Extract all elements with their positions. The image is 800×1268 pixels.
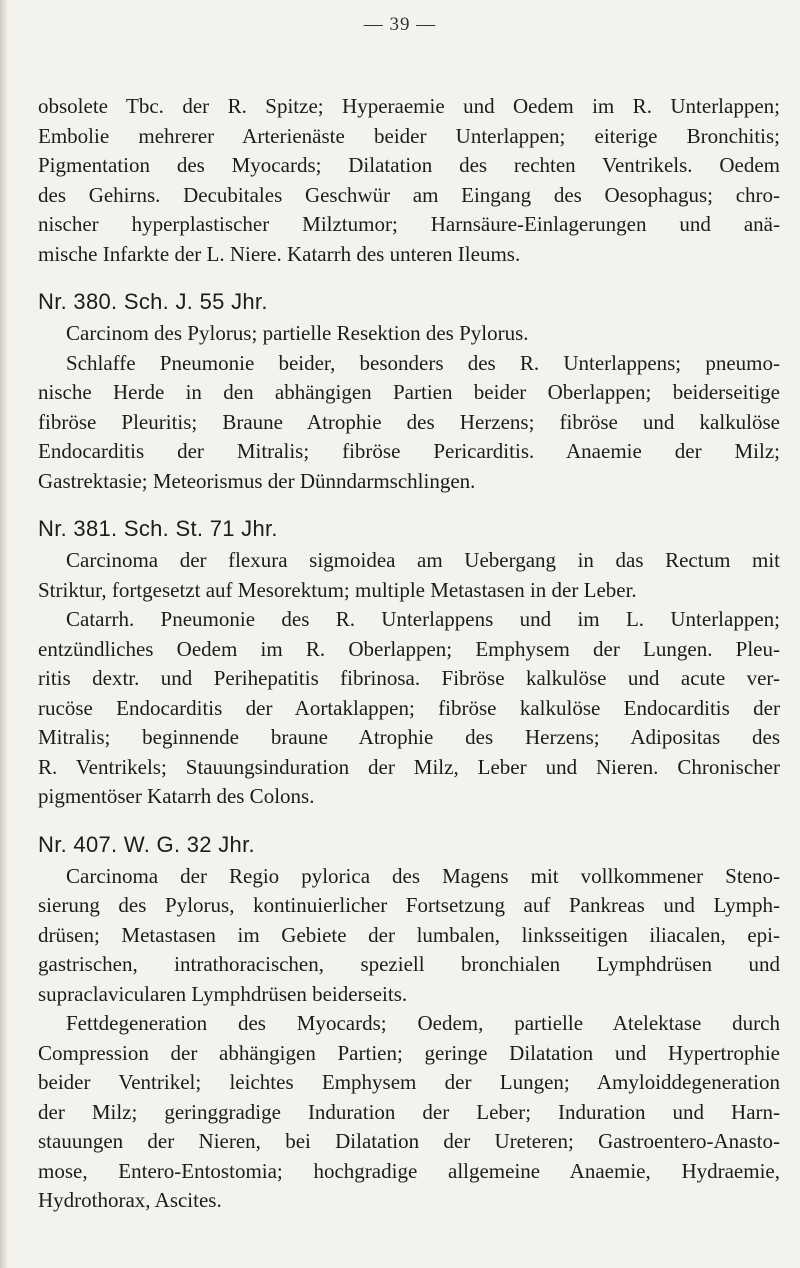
text-line: pigmentöser Katarrh des Colons. bbox=[38, 784, 315, 808]
text-line: Carcinoma der flexura sigmoidea am Uebergang in das Rectum mit bbox=[66, 548, 780, 572]
text-line: rucöse Endocarditis der Aortaklappen; fibröse kalkulöse Endocarditis der bbox=[38, 695, 780, 720]
text-line: sierung des Pylorus, kontinuierlicher Fortsetzung auf Pankreas und Lymph- bbox=[38, 893, 780, 917]
text-line: R. Ventrikels; Stauungsinduration der Milz, Leber und Nieren. Chronischer bbox=[38, 754, 780, 779]
text-line: Schlaffe Pneumonie beider, besonders des R. Unterlappens; pneumo- bbox=[66, 350, 780, 375]
page-binding-shadow bbox=[0, 0, 8, 1268]
paragraph bbox=[38, 92, 780, 269]
text-line: Fettdegeneration des Myocards; Oedem, partielle Atelektase durch bbox=[66, 1011, 780, 1035]
text-line: fibröse Pleuritis; Braune Atrophie des Herzens; fibröse und kalkulöse bbox=[38, 409, 780, 434]
text-line: nischer hyperplastischer Milztumor; Harnsäure-Einlagerungen und anä- bbox=[38, 212, 780, 236]
text-line: mische Infarkte der L. Niere. Katarrh des unteren Ileums. bbox=[38, 241, 521, 266]
text-line: nische Herde in den abhängigen Partien beider Oberlappen; beiderseitige bbox=[38, 380, 780, 404]
entry-heading: Nr. 381. Sch. St. 71 Jhr. bbox=[38, 516, 278, 541]
text-line: stauungen der Nieren, bei Dilatation der Ureteren; Gastroentero-Anasto- bbox=[38, 1129, 780, 1153]
text-line: entzündliches Oedem im R. Oberlappen; Emphysem der Lungen. Pleu- bbox=[38, 636, 780, 661]
text-line: Carcinom des Pylorus; partielle Resektion des Pylorus. bbox=[66, 321, 529, 345]
text-line: Striktur, fortgesetzt auf Mesorektum; multiple Metastasen in der Leber. bbox=[38, 577, 637, 602]
text-line: beider Ventrikel; leichtes Emphysem der Lungen; Amyloiddegeneration bbox=[38, 1070, 780, 1094]
paragraph bbox=[38, 546, 780, 605]
text-line: der Milz; geringgradige Induration der Leber; Induration und Harn- bbox=[38, 1099, 780, 1124]
text-line: Hydrothorax, Ascites. bbox=[38, 1188, 222, 1212]
text-line: Gastrektasie; Meteorismus der Dünndarmschlingen. bbox=[38, 468, 476, 493]
text-line: drüsen; Metastasen im Gebiete der lumbalen, linksseitigen iliacalen, epi- bbox=[38, 922, 780, 947]
paragraph bbox=[38, 605, 780, 812]
text-line: Catarrh. Pneumonie des R. Unterlappens und im L. Unterlappen; bbox=[66, 607, 780, 631]
text-line: mose, Entero-Entostomia; hochgradige allgemeine Anaemie, Hydraemie, bbox=[38, 1158, 780, 1183]
text-line: gastrischen, intrathoracischen, speziell bronchialen Lymphdrüsen und bbox=[38, 952, 780, 976]
paragraph bbox=[38, 1009, 780, 1216]
paragraph bbox=[38, 319, 780, 349]
text-line: ritis dextr. und Perihepatitis fibrinosa. Fibröse kalkulöse und acute ver- bbox=[38, 666, 780, 690]
page-content bbox=[38, 92, 780, 1216]
entry-heading: Nr. 407. W. G. 32 Jhr. bbox=[38, 831, 255, 857]
paragraph bbox=[38, 349, 780, 497]
text-line: Pigmentation des Myocards; Dilatation des rechten Ventrikels. Oedem bbox=[38, 153, 780, 177]
entry-heading: Nr. 380. Sch. J. 55 Jhr. bbox=[38, 289, 268, 314]
text-line: Embolie mehrerer Arterienäste beider Unterlappen; eiterige Bronchitis; bbox=[38, 123, 780, 148]
text-line: Carcinoma der Regio pylorica des Magens mit vollkommener Steno- bbox=[66, 863, 780, 888]
text-line: Compression der abhängigen Partien; geringe Dilatation und Hypertrophie bbox=[38, 1040, 780, 1065]
page-number: — 39 — bbox=[363, 14, 437, 35]
text-line: supraclavicularen Lymphdrüsen beiderseits. bbox=[38, 981, 408, 1006]
paragraph bbox=[38, 862, 780, 1010]
text-line: Mitralis; beginnende braune Atrophie des Herzens; Adipositas des bbox=[38, 725, 780, 749]
text-line: des Gehirns. Decubitales Geschwür am Eingang des Oesophagus; chro- bbox=[38, 182, 780, 207]
text-line: Endocarditis der Mitralis; fibröse Pericarditis. Anaemie der Milz; bbox=[38, 439, 780, 463]
text-line: obsolete Tbc. der R. Spitze; Hyperaemie und Oedem im R. Unterlappen; bbox=[38, 94, 780, 118]
